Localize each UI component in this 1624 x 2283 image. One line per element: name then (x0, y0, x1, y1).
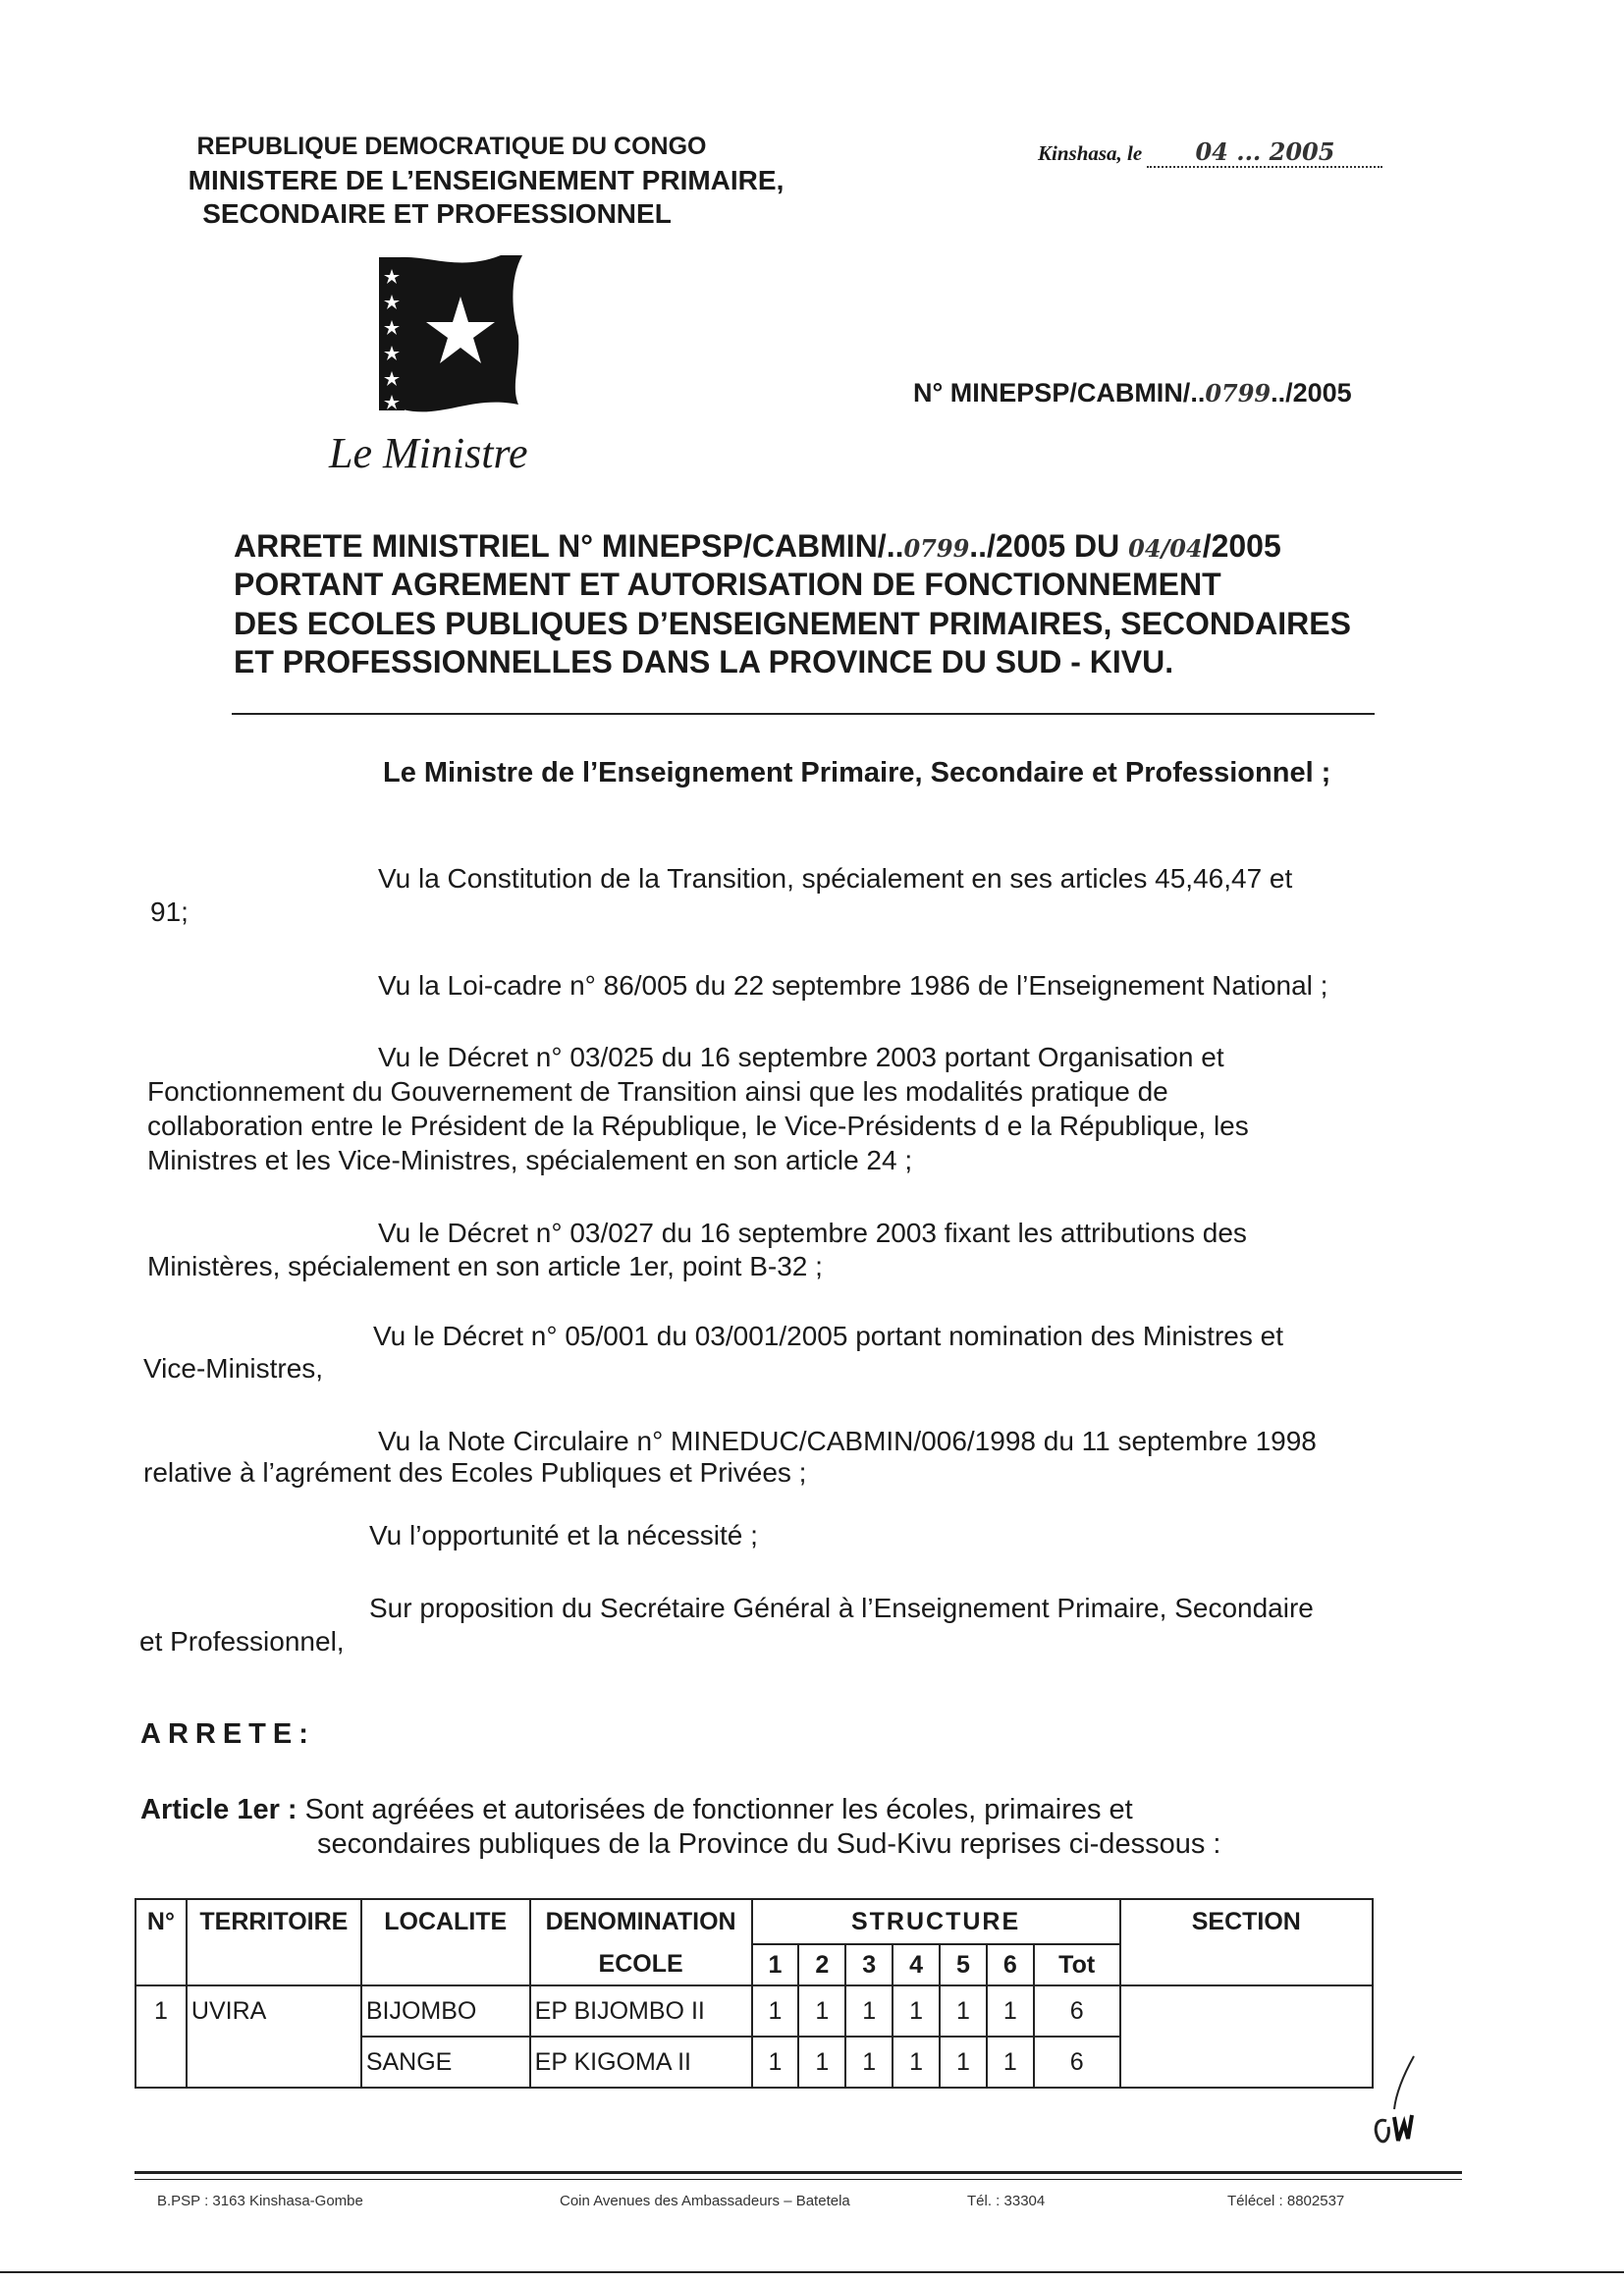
decree-title-mid: ../2005 DU (969, 528, 1129, 564)
consideration-5-continuation: Vice-Ministres, (143, 1353, 324, 1384)
consideration-8-continuation: et Professionnel, (139, 1626, 345, 1657)
reference-prefix: N° MINEPSP/CABMIN/.. (913, 378, 1206, 408)
decree-title-line1 (234, 528, 1281, 567)
cell-no: 1 (135, 1985, 187, 2037)
consideration-6-first-line: Vu la Note Circulaire n° MINEDUC/CABMIN/006/1998 du 11 septembre 1998 (378, 1426, 1317, 1456)
cell-class-4: 1 (893, 2037, 940, 2088)
cell-section (1120, 2037, 1373, 2088)
ministry-heading-line1: MINISTERE DE L’ENSEIGNEMENT PRIMAIRE, (188, 165, 785, 195)
cell-class-5: 1 (940, 2037, 987, 2088)
consideration-1-continuation: 91; (150, 897, 189, 927)
reference-handwritten-number: 0799 (1205, 379, 1272, 408)
cell-no (135, 2037, 187, 2088)
cell-class-4: 1 (893, 1985, 940, 2037)
col-header-class-2: 2 (798, 1944, 845, 1985)
decision-label: ARRETE: (140, 1718, 315, 1750)
cell-localite: SANGE (361, 2037, 530, 2088)
cell-territoire (187, 2037, 361, 2088)
decree-title-suffix: /2005 (1202, 528, 1281, 564)
cell-class-3: 1 (845, 1985, 893, 2037)
consideration-5-first-line: Vu le Décret n° 05/001 du 03/001/2005 portant nomination des Ministres et (373, 1321, 1283, 1351)
table-header-row (135, 1899, 1373, 1944)
col-header-localite: LOCALITE (361, 1899, 530, 1985)
consideration-4-first-line: Vu le Décret n° 03/027 du 16 septembre 2003 fixant les attributions des (378, 1218, 1247, 1248)
cell-class-2: 1 (798, 1985, 845, 2037)
col-header-denomination: DENOMINATION (530, 1899, 752, 1944)
consideration-7-first-line: Vu l’opportunité et la nécessité ; (369, 1520, 758, 1550)
decree-title-line4: ET PROFESSIONNELLES DANS LA PROVINCE DU SUD - KIVU. (234, 644, 1174, 679)
col-header-no: N° (135, 1899, 187, 1985)
col-header-class-5: 5 (940, 1944, 987, 1985)
handwritten-date: 04 ... 2005 (1147, 137, 1382, 168)
col-header-class-4: 4 (893, 1944, 940, 1985)
decree-handwritten-number: 0799 (903, 534, 970, 563)
footer-rule-thick (135, 2171, 1462, 2174)
consideration-3-continuation-2: collaboration entre le Président de la République, le Vice-Présidents d e la République, les (147, 1111, 1249, 1141)
cell-class-6: 1 (987, 2037, 1034, 2088)
republic-heading: REPUBLIQUE DEMOCRATIQUE DU CONGO (196, 133, 707, 160)
col-header-class-3: 3 (845, 1944, 893, 1985)
col-header-class-6: 6 (987, 1944, 1034, 1985)
title-underline (232, 713, 1375, 715)
reference-suffix: ../2005 (1271, 378, 1352, 408)
cell-territoire: UVIRA (187, 1985, 361, 2037)
schools-table (135, 1898, 1374, 2089)
cell-class-5: 1 (940, 1985, 987, 2037)
cell-class-6: 1 (987, 1985, 1034, 2037)
col-header-territoire: TERRITOIRE (187, 1899, 361, 1985)
cell-ecole: EP BIJOMBO II (530, 1985, 752, 2037)
cell-ecole: EP KIGOMA II (530, 2037, 752, 2088)
col-header-class-1: 1 (752, 1944, 799, 1985)
cell-class-1: 1 (752, 2037, 799, 2088)
cell-total: 6 (1034, 1985, 1120, 2037)
cell-class-3: 1 (845, 2037, 893, 2088)
place-label: Kinshasa, le (1038, 141, 1143, 165)
footer-address: Coin Avenues des Ambassadeurs – Batetela (560, 2193, 850, 2209)
cell-total: 6 (1034, 2037, 1120, 2088)
table-row (135, 2037, 1373, 2088)
consideration-8-first-line: Sur proposition du Secrétaire Général à l’Enseignement Primaire, Secondaire (369, 1593, 1314, 1623)
cell-localite: BIJOMBO (361, 1985, 530, 2037)
consideration-6-continuation: relative à l’agrément des Ecoles Publiques et Privées ; (143, 1457, 807, 1488)
drc-flag-emblem-icon (373, 247, 530, 414)
col-header-section: SECTION (1120, 1899, 1373, 1985)
place-date-line (1038, 137, 1382, 168)
decree-handwritten-date: 04/04 (1128, 534, 1203, 563)
consideration-3-continuation-1: Fonctionnement du Gouvernement de Transition ainsi que les modalités pratique de (147, 1076, 1168, 1107)
decree-title-line2: PORTANT AGREMENT ET AUTORISATION DE FONCTIONNEMENT (234, 567, 1221, 602)
consideration-3-first-line: Vu le Décret n° 03/025 du 16 septembre 2003 portant Organisation et (378, 1042, 1224, 1072)
decree-title-line3: DES ECOLES PUBLIQUES D’ENSEIGNEMENT PRIMAIRES, SECONDAIRES (234, 606, 1351, 641)
article1-text-line2: secondaires publiques de la Province du Sud-Kivu reprises ci-dessous : (317, 1828, 1221, 1860)
page-bottom-edge (0, 2271, 1624, 2273)
consideration-4-continuation: Ministères, spécialement en son article 1er, point B-32 ; (147, 1251, 823, 1281)
article1-line1 (140, 1792, 1133, 1827)
minister-title: Le Ministre (329, 429, 528, 477)
cell-class-1: 1 (752, 1985, 799, 2037)
cell-class-2: 1 (798, 2037, 845, 2088)
consideration-2-first-line: Vu la Loi-cadre n° 86/005 du 22 septembre 1986 de l’Enseignement National ; (378, 970, 1328, 1001)
consideration-3-continuation-3: Ministres et les Vice-Ministres, spécialement en son article 24 ; (147, 1145, 913, 1175)
decree-title-prefix: ARRETE MINISTRIEL N° MINEPSP/CABMIN/.. (234, 528, 904, 564)
footer-rule-thin (135, 2179, 1462, 2180)
consideration-1-first-line: Vu la Constitution de la Transition, spécialement en ses articles 45,46,47 et (378, 863, 1293, 894)
footer-telephone: Tél. : 33304 (967, 2193, 1046, 2209)
table-row (135, 1985, 1373, 2037)
footer-telecel: Télécel : 8802537 (1227, 2193, 1345, 2209)
reference-number-line (913, 378, 1352, 408)
intro-minister: Le Ministre de l’Enseignement Primaire, Secondaire et Professionnel ; (383, 757, 1331, 788)
handwritten-initials-icon (1365, 2052, 1434, 2150)
cell-section (1120, 1985, 1373, 2037)
col-header-total: Tot (1034, 1944, 1120, 1985)
article1-label: Article 1er : (140, 1794, 298, 1825)
col-header-structure: STRUCTURE (752, 1899, 1120, 1944)
ministry-heading-line2: SECONDAIRE ET PROFESSIONNEL (202, 198, 672, 229)
article1-text-line1: Sont agréées et autorisées de fonctionner les écoles, primaires et (304, 1794, 1133, 1825)
col-header-ecole: ECOLE (530, 1944, 752, 1985)
footer-po-box: B.PSP : 3163 Kinshasa-Gombe (157, 2193, 363, 2209)
